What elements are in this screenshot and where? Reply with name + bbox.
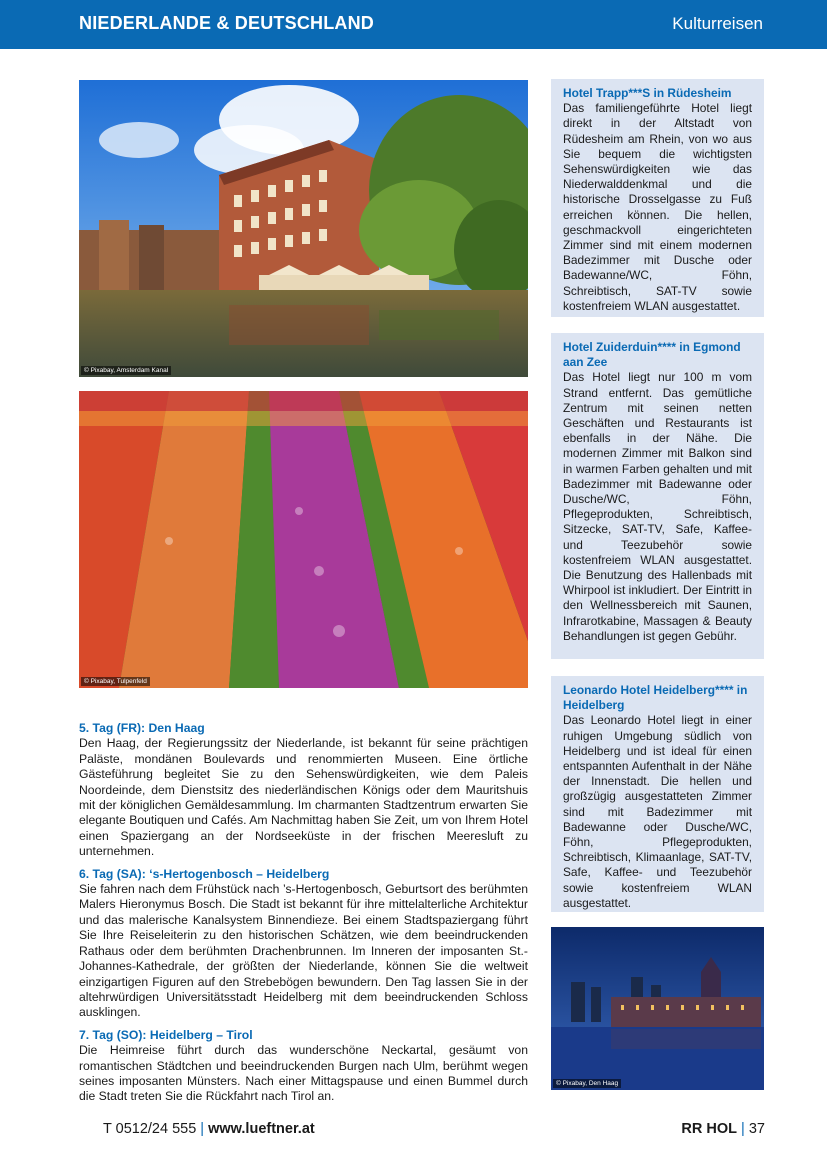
day-section: [79, 721, 528, 860]
footer-page-info: [681, 1121, 765, 1137]
photo-credit: © Pixabay, Tulpenfeld: [81, 677, 150, 686]
footer-url[interactable]: www.lueftner.at: [208, 1121, 315, 1137]
day-section: [79, 867, 528, 1021]
hotel-name: Hotel Zuiderduin**** in Egmond aan Zee: [563, 340, 741, 370]
hotel-description: Das Leonardo Hotel liegt in einer ruhigen Umgebung südlich von Heidelberg und ist ideal für einen entspannten Aufenthalt in der Nähe der Innenstadt. Die hellen und großzügig ausgestatteten Zimmer sind mit Badezimmer mit Badewanne oder Dusche/WC, Föhn, Pflegeprodukten, Schreibtisch, Klimaanlage, SAT-TV, Safe, Kaffee- und Teezubehör sowie kostenfreiem WLAN ausgestattet.: [563, 713, 752, 910]
footer-separator: |: [741, 1121, 745, 1137]
footer-contact: [103, 1121, 315, 1137]
itinerary-text: [79, 721, 528, 1112]
day-title: 5. Tag (FR): Den Haag: [79, 721, 205, 735]
hotel-name: Leonardo Hotel Heidelberg**** in Heidelberg: [563, 683, 748, 713]
catalog-code: RR HOL: [681, 1121, 738, 1137]
hotel-box: [551, 79, 764, 317]
hotel-name: Hotel Trapp***S in Rüdesheim: [563, 86, 732, 100]
hotel-box: [551, 676, 764, 912]
photo-credit: © Pixabay, Den Haag: [553, 1079, 621, 1088]
category-label: Kulturreisen: [672, 14, 763, 33]
den-haag-photo: [551, 927, 764, 1090]
day-text: Sie fahren nach dem Frühstück nach ’s-Hertogenbosch, Geburtsort des berühmten Malers Hieronymus Bosch. Die Stadt ist bekannt für ihre mittelalterliche Architektur und das malerische Kanalsystem Binnendieze. Bei einem Stadtspaziergang führt Sie Ihre Reiseleiterin zu den historischen Schätzen, wie dem beeindruckenden Rathaus oder dem berühmten Drachenbrunnen. Im Inneren der imposanten St.-Johannes-Kathedrale, der größten der Niederlande, können Sie die weltweit einzigartigen Figuren auf den Strebebögen bewundern. Den Tag lassen Sie in der altehrwürdigen Universitätsstadt Heidelberg mit dem beeindruckenden Schloss ausklingen.: [79, 882, 528, 1020]
day-text: Die Heimreise führt durch das wunderschöne Neckartal, gesäumt von romantischen Städtchen und beeindruckenden Burgen nach Ulm, berühmt wegen seines imposanten Münsters. Nach einer Mittagspause und einen Bummel durch die Stadt treten Sie die Rückfahrt nach Tirol an.: [79, 1043, 528, 1104]
day-section: [79, 1028, 528, 1105]
tulip-field-photo: [79, 391, 528, 688]
header-bar: [0, 0, 827, 49]
hotel-box: [551, 333, 764, 659]
day-text: Den Haag, der Regierungssitz der Niederlande, ist bekannt für seine prächtigen Paläste, mondänen Boulevards und renommierten Museen. Eine örtliche Gästeführung begleitet Sie zu den Sehenswürdigkeiten, wie dem Paleis Noordeinde, dem Dienstsitz des niederländischen Königs oder dem Mauritshuis mit der königlichen Gemäldesammlung. Im charmanten Stadtzentrum erwarten Sie elegante Boutiquen und Cafés. Am Nachmittag haben Sie Zeit, um von Ihrem Hotel einen Spaziergang an der Nordseeküste in der frischen Meeresluft zu unternehmen.: [79, 736, 528, 859]
hotel-description: Das Hotel liegt nur 100 m vom Strand entfernt. Das gemütliche Zentrum mit seinen netten Geschäften und Restaurants ist ebenfalls in der Nähe. Die modernen Zimmer mit Balkon sind in warmen Farben gehalten und mit Badezimmer mit Badewanne oder Dusche/WC, Föhn, Pflegeprodukten, Schreibtisch, Sitzecke, SAT-TV, Safe, Kaffee- und Teezubehör sowie kostenfreiem WLAN ausgestattet. Die Benutzung des Hallenbads mit Whirpool ist inkludiert. Der Eintritt in den Wellnessbereich mit Saunen, Infrarotkabine, Massagen & Beauty Behandlungen ist gegen Gebühr.: [563, 370, 752, 643]
footer-separator: |: [200, 1121, 205, 1137]
hotel-description: Das familiengeführte Hotel liegt direkt in der Altstadt von Rüdesheim am Rhein, von wo aus Sie bequem die wichtigsten Sehenswürdigkeiten wie das Niederwalddenkmal und die historische Drosselgasse zu Fuß erreichen können. Die hellen, geschmackvoll eingerichteten Zimmer sind mit einem modernen Badezimmer mit Dusche oder Badewanne/WC, Föhn, Schreibtisch, SAT-TV sowie kostenfreiem WLAN ausgestattet.: [563, 101, 752, 313]
day-title: 6. Tag (SA): ‘s-Hertogenbosch – Heidelberg: [79, 866, 330, 881]
amsterdam-photo: [79, 80, 528, 377]
day-title: 7. Tag (SO): Heidelberg – Tirol: [79, 1027, 253, 1042]
photo-credit: © Pixabay, Amsterdam Kanal: [81, 366, 171, 375]
region-title: NIEDERLANDE & DEUTSCHLAND: [79, 13, 375, 33]
page-number: 37: [748, 1121, 765, 1137]
footer-phone: T 0512/24 555: [103, 1121, 197, 1137]
